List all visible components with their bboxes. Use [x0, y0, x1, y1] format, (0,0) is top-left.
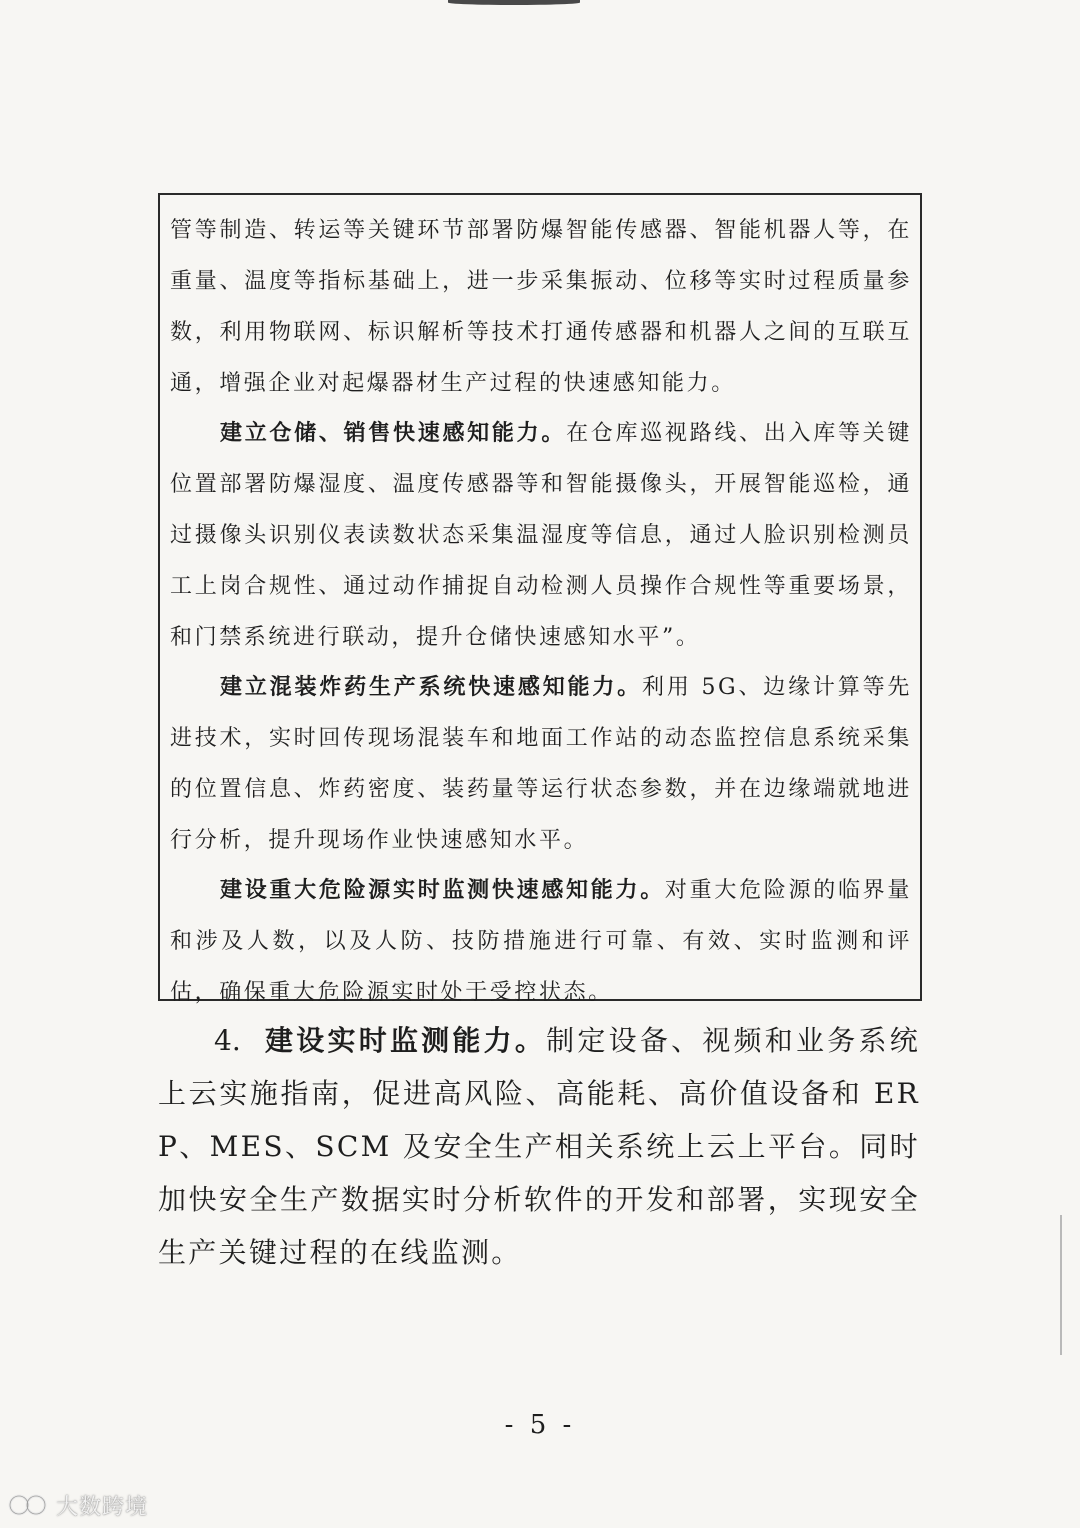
- watermark-text: 大数跨境: [56, 1494, 149, 1520]
- box-paragraph-4: [170, 865, 912, 1018]
- box-paragraph-1-text: 管等制造、转运等关键环节部署防爆智能传感器、智能机器人等，在重量、温度等指标基础上，进一步采集振动、位移等实时过程质量参数，利用物联网、标识解析等技术打通传感器和机器人之间的互联互通，增强企业对起爆器材生产过程的快速感知能力。: [170, 218, 912, 396]
- main-paragraph: [158, 1014, 920, 1279]
- box-paragraph-2: [170, 408, 912, 663]
- box-paragraph-3-text: 利用 5G、边缘计算等先进技术，实时回传现场混装车和地面工作站的动态监控信息系统采集的位置信息、炸药密度、装药量等运行状态参数，并在边缘端就地进行分析，提升现场作业快速感知水平。: [170, 675, 912, 853]
- main-paragraph-text: 制定设备、视频和业务系统上云实施指南，促进高风险、高能耗、高价值设备和 ERP、MES、SCM 及安全生产相关系统上云上平台。同时加快安全生产数据实时分析软件的开发和部署，实现安全生产关键过程的在线监测。: [158, 1024, 921, 1269]
- scan-top-mark: [448, 0, 580, 5]
- box-paragraph-4-text: 对重大危险源的临界量和涉及人数，以及人防、技防措施进行可靠、有效、实时监测和评估，确保重大危险源实时处于受控状态。: [170, 878, 912, 1005]
- box-paragraph-4-heading: 建设重大危险源实时监测快速感知能力。: [220, 877, 665, 903]
- box-paragraph-1: [170, 205, 912, 409]
- watermark-logo-icon: [6, 1491, 50, 1519]
- scan-edge-mark: [1060, 1215, 1062, 1355]
- main-paragraph-heading: 建设实时监测能力。: [265, 1024, 547, 1057]
- box-paragraph-3-heading: 建立混装炸药生产系统快速感知能力。: [220, 674, 642, 700]
- page-number: - 5 -: [504, 1410, 576, 1440]
- boxed-text-section: [158, 193, 922, 1005]
- watermark: [6, 1490, 148, 1520]
- box-paragraph-2-heading: 建立仓储、销售快速感知能力。: [220, 420, 567, 446]
- box-paragraph-3: [170, 662, 912, 866]
- main-paragraph-number: 4.: [214, 1024, 241, 1057]
- box-paragraph-2-text: 在仓库巡视路线、出入库等关键位置部署防爆湿度、温度传感器等和智能摄像头，开展智能巡检，通过摄像头识别仪表读数状态采集温湿度等信息，通过人脸识别检测员工上岗合规性、通过动作捕捉自动检测人员操作合规性等重要场景，和门禁系统进行联动，提升仓储快速感知水平”。: [170, 421, 912, 650]
